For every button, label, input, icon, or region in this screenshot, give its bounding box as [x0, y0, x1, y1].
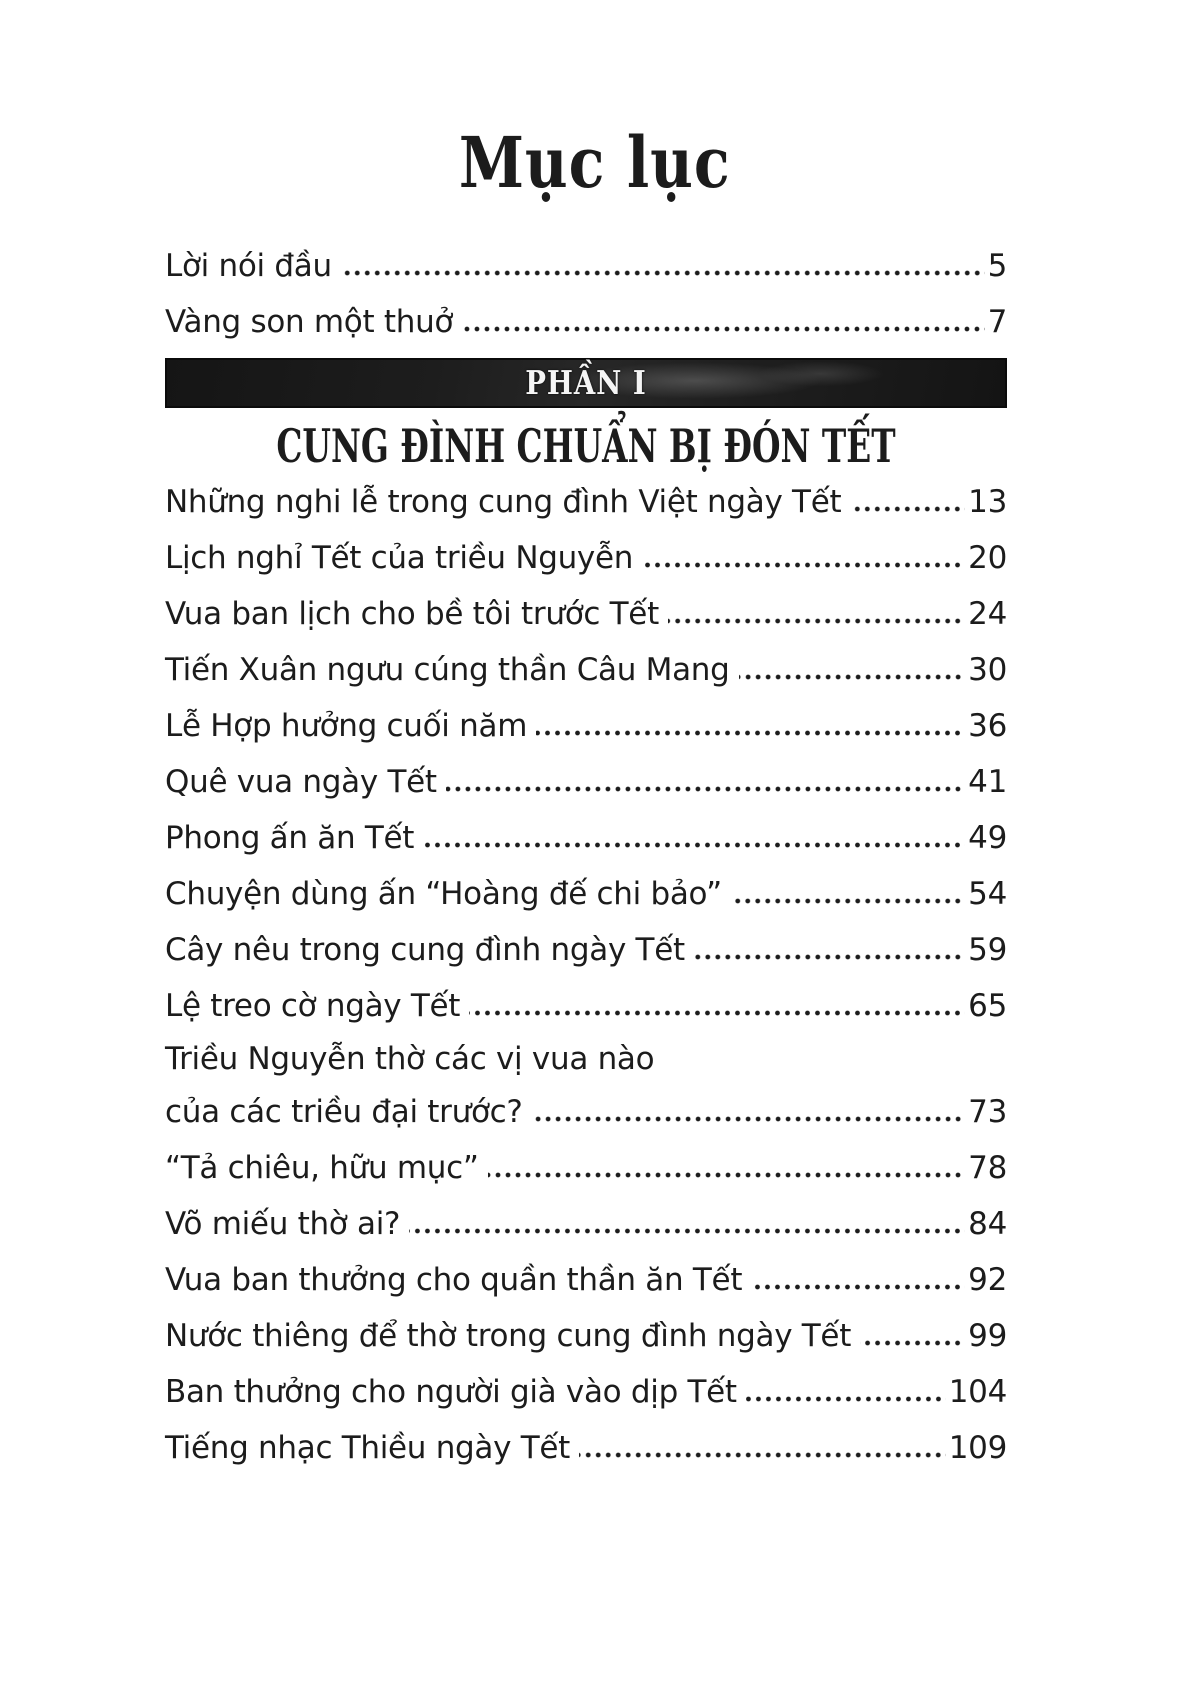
toc-entry: [165, 238, 1007, 294]
dot-leader: [579, 1452, 946, 1458]
dot-leader: [446, 786, 965, 792]
page-title: [0, 0, 1190, 204]
toc-entry-page: 54: [968, 876, 1007, 912]
toc-entry-page: 78: [968, 1150, 1007, 1186]
dot-leader: [642, 562, 965, 568]
toc-entry: [165, 474, 1007, 530]
toc-entry-title: Những nghi lễ trong cung đình Việt ngày Tết: [165, 484, 842, 520]
toc-entry-page: 104: [948, 1374, 1007, 1410]
toc-entry-page: 36: [968, 708, 1007, 744]
part-band-label: PHẦN I: [525, 363, 647, 403]
toc-entry-page: 99: [968, 1318, 1007, 1354]
toc-entry: [165, 866, 1007, 922]
section-entries: [165, 474, 1007, 1476]
toc-entry-title: Quê vua ngày Tết: [165, 764, 437, 800]
toc-entry-title: Nước thiêng để thờ trong cung đình ngày Tết: [165, 1318, 852, 1354]
toc-entry: [165, 642, 1007, 698]
toc-entry-title: Tiếng nhạc Thiều ngày Tết: [165, 1430, 570, 1466]
toc-entry-title: Ban thưởng cho người già vào dịp Tết: [165, 1374, 737, 1410]
toc-entry-page: 109: [948, 1430, 1007, 1466]
toc-entry-title: Lệ treo cờ ngày Tết: [165, 988, 461, 1024]
toc-entry: [165, 1196, 1007, 1252]
toc-entry-page: 30: [968, 652, 1007, 688]
toc-entry-title: Lễ Hợp hưởng cuối năm: [165, 708, 528, 744]
toc-entry: [165, 530, 1007, 586]
toc-entry: [165, 1140, 1007, 1196]
toc-entry-page: 92: [968, 1262, 1007, 1298]
dot-leader: [668, 618, 965, 624]
toc-entry: [165, 1034, 1007, 1140]
toc-entry-page: 5: [987, 248, 1007, 284]
toc-entry-page: 73: [968, 1094, 1007, 1130]
toc-entry-title-line1: Triều Nguyễn thờ các vị vua nào: [165, 1041, 655, 1077]
toc-entry-title: “Tả chiêu, hữu mục”: [165, 1150, 479, 1186]
dot-leader: [462, 326, 984, 332]
toc-entry: [165, 922, 1007, 978]
toc-entry-title: Chuyện dùng ấn “Hoàng đế chi bảo”: [165, 876, 722, 912]
dot-leader: [860, 1340, 965, 1346]
dot-leader: [739, 674, 966, 680]
toc-entry-page: 59: [968, 932, 1007, 968]
front-matter: [165, 238, 1007, 350]
toc-entry-title: Lời nói đầu: [165, 248, 332, 284]
dot-leader: [409, 1228, 965, 1234]
page-title-text: Mục lục: [459, 122, 731, 205]
toc-entry: [165, 810, 1007, 866]
toc-entry: [165, 1420, 1007, 1476]
dot-leader: [731, 898, 965, 904]
toc-content: [165, 238, 1007, 1476]
dot-leader: [341, 270, 985, 276]
section-heading: [165, 422, 1007, 472]
toc-entry-title: Võ miếu thờ ai?: [165, 1206, 401, 1242]
toc-entry-page: 49: [968, 820, 1007, 856]
toc-entry-title: Lịch nghỉ Tết của triều Nguyễn: [165, 540, 634, 576]
toc-entry-title: Vàng son một thuở: [165, 304, 454, 340]
toc-entry-page: 41: [968, 764, 1007, 800]
toc-entry: [165, 586, 1007, 642]
dot-leader: [746, 1396, 946, 1402]
toc-entry-page: 7: [987, 304, 1007, 340]
dot-leader: [469, 1010, 965, 1016]
toc-entry: [165, 1364, 1007, 1420]
toc-entry: [165, 1252, 1007, 1308]
dot-leader: [751, 1284, 965, 1290]
dot-leader: [423, 842, 965, 848]
toc-entry-title: Tiến Xuân ngưu cúng thần Câu Mang: [165, 652, 730, 688]
toc-entry: [165, 754, 1007, 810]
toc-entry-title: Cây nêu trong cung đình ngày Tết: [165, 932, 685, 968]
dot-leader: [532, 1116, 966, 1122]
toc-entry-page: 65: [968, 988, 1007, 1024]
toc-entry-title: Vua ban lịch cho bề tôi trước Tết: [165, 596, 659, 632]
toc-entry: [165, 698, 1007, 754]
toc-entry-title: Vua ban thưởng cho quần thần ăn Tết: [165, 1262, 743, 1298]
toc-entry: [165, 978, 1007, 1034]
toc-entry-page: 20: [968, 540, 1007, 576]
section-heading-text: CUNG ĐÌNH CHUẨN BỊ ĐÓN TẾT: [276, 420, 896, 473]
toc-entry-line2: [165, 1084, 1007, 1140]
toc-entry: [165, 1308, 1007, 1364]
dot-leader: [536, 730, 965, 736]
toc-entry-title-line2: của các triều đại trước?: [165, 1094, 523, 1130]
toc-entry-page: 84: [968, 1206, 1007, 1242]
part-band: [165, 358, 1007, 408]
toc-entry: [165, 294, 1007, 350]
toc-entry-page: 24: [968, 596, 1007, 632]
toc-entry-page: 13: [968, 484, 1007, 520]
dot-leader: [694, 954, 965, 960]
toc-entry-title: Phong ấn ăn Tết: [165, 820, 415, 856]
dot-leader: [850, 506, 965, 512]
dot-leader: [488, 1172, 966, 1178]
